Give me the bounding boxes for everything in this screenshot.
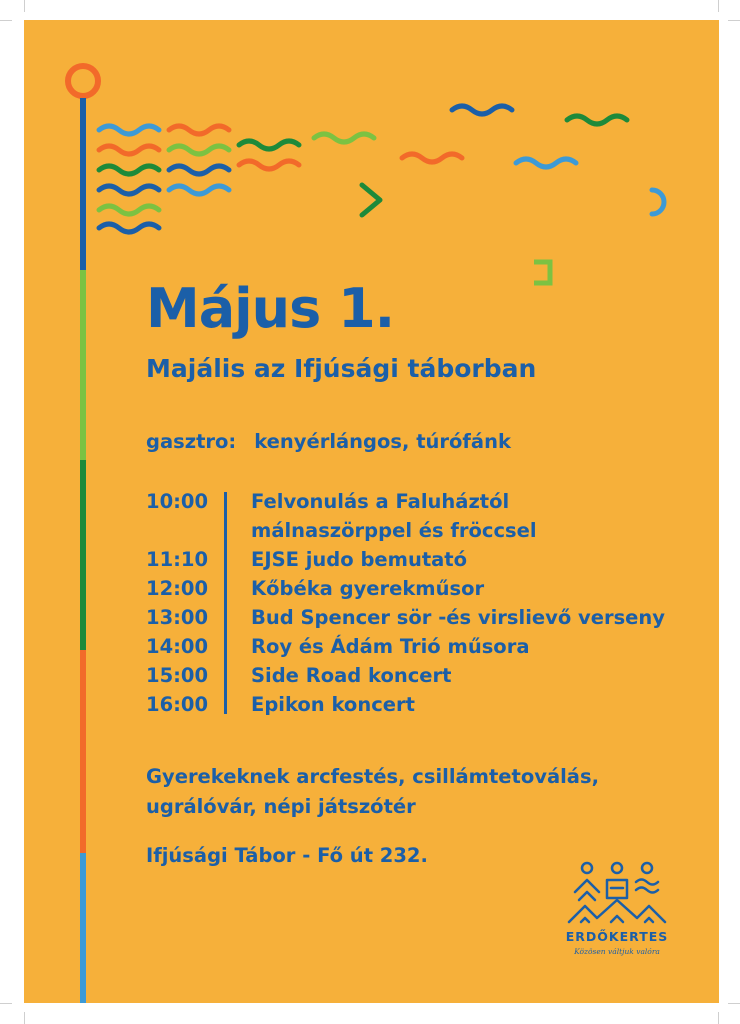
logo-name: ERDŐKERTES (565, 929, 669, 944)
schedule-time: 14:00 (146, 635, 209, 658)
schedule-event: Side Road koncert (251, 664, 452, 687)
wave-icon (169, 146, 229, 154)
poster (24, 20, 719, 1003)
flagpole-ring-icon (68, 66, 98, 96)
wave-icon (169, 186, 229, 194)
kids-activities-line: Gyerekeknek arcfestés, csillámtetoválás, (146, 765, 599, 788)
schedule-time: 13:00 (146, 606, 209, 629)
schedule-time: 12:00 (146, 577, 209, 600)
wave-icon (169, 126, 229, 134)
address: Ifjúsági Tábor - Fő út 232. (146, 844, 428, 867)
crop-mark (0, 20, 12, 21)
logo-mark-icon (567, 860, 667, 926)
page-subtitle: Majális az Ifjúsági táborban (146, 354, 537, 383)
wave-icon (99, 166, 159, 174)
schedule-event: EJSE judo bemutató (251, 548, 468, 571)
wave-icon (99, 146, 159, 154)
crop-mark (728, 20, 740, 21)
page-title: Május 1. (146, 277, 395, 340)
crop-mark (24, 1012, 25, 1024)
gastro-label: gasztro: (146, 430, 237, 453)
wave-icon (516, 159, 576, 167)
chevron-right-icon (362, 185, 380, 215)
gastro-line (146, 432, 511, 452)
schedule-event: Roy és Ádám Trió műsora (251, 635, 530, 658)
logo-slogan: Közösen váltjuk valóra (574, 947, 660, 956)
arc-icon (652, 190, 664, 214)
schedule-event: Bud Spencer sör -és virslievő verseny (251, 606, 666, 629)
schedule-event: Felvonulás a Faluháztól (251, 490, 510, 513)
crop-mark (24, 0, 25, 12)
kids-activities (146, 762, 646, 822)
bracket-icon (534, 262, 550, 283)
wave-icon (402, 154, 462, 162)
wave-icon (99, 206, 159, 214)
wave-icon (452, 106, 512, 114)
wave-icon (239, 141, 299, 149)
crop-mark (0, 1003, 12, 1004)
wave-icon (99, 224, 159, 232)
wave-icon (314, 134, 374, 142)
crop-mark (728, 1003, 740, 1004)
schedule-time: 11:10 (146, 548, 209, 571)
kids-activities-line: ugrálóvár, népi játszótér (146, 795, 416, 818)
wave-icon (239, 161, 299, 169)
schedule-event: Kőbéka gyerekműsor (251, 577, 485, 600)
schedule-divider (224, 492, 227, 714)
wave-icon (169, 166, 229, 174)
erdokertes-logo (559, 860, 689, 970)
wave-icon (567, 116, 627, 124)
wave-icon (99, 186, 159, 194)
schedule-time: 15:00 (146, 664, 209, 687)
schedule-time: 10:00 (146, 490, 209, 513)
wave-icon (99, 126, 159, 134)
crop-mark (718, 0, 719, 12)
schedule-time: 16:00 (146, 693, 209, 716)
gastro-value: kenyérlángos, túrófánk (254, 430, 511, 453)
schedule-event-continued: málnaszörppel és fröccsel (251, 519, 537, 542)
schedule-event: Epikon koncert (251, 693, 415, 716)
crop-mark (718, 1012, 719, 1024)
